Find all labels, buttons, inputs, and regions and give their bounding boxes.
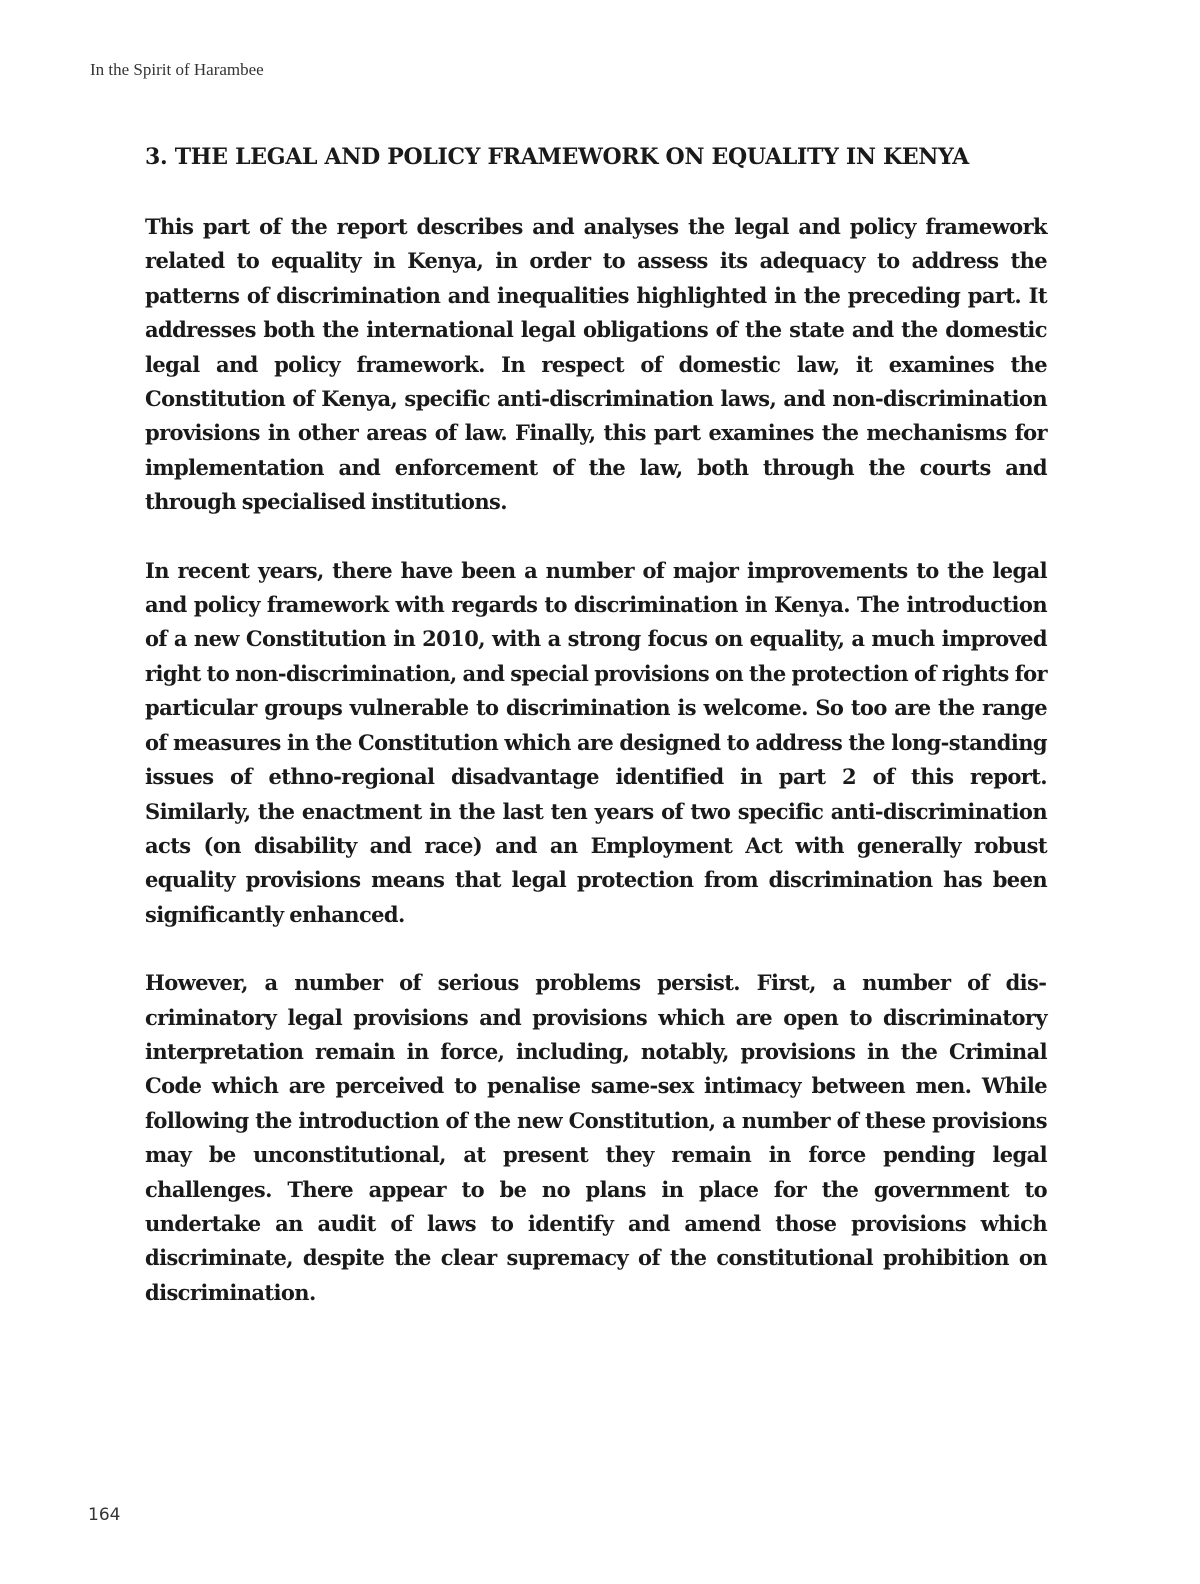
page-number: 164 — [88, 1505, 121, 1525]
main-content — [145, 140, 1047, 1344]
running-header: In the Spirit of Harambee — [90, 60, 264, 79]
section-heading: 3. THE LEGAL AND POLICY FRAMEWORK ON EQUALITY IN KENYA — [145, 144, 969, 170]
paragraph-intro: This part of the report describes and analyses the legal and policy framework related to equality in Kenya, in order to assess its adequacy to address the patterns of discrimination and inequalities highlighted in the preceding part. It addresses both the international legal obligations of the state and the domestic legal and policy framework. In respect of domestic law, it examines the Constitution of Kenya, specific anti-discrimination laws, and non-discrimination provisions in other areas of law. Finally, this part examines the mechanisms for implementation and enforcement of the law, both through the courts and through specialised institutions. — [145, 214, 1047, 515]
paragraph-improvements: In recent years, there have been a number of major improvements to the legal and policy framework with regards to discrimination in Kenya. The introduction of a new Constitution in 2010, with a strong focus on equality, a much improved right to non-discrimination, and special provisions on the protection of rights for particular groups vulnerable to discrimination is welcome. So too are the range of measures in the Constitution which are designed to address the long-standing issues of ethno-regional disadvantage identified in part 2 of this report. Similarly, the enactment in the last ten years of two specific anti-discrimination acts (on disability and race) and an Employment Act with generally robust equality provisions means that legal protection from discrimination has been significantly enhanced. — [145, 557, 1047, 927]
paragraph-problems: However, a number of serious problems persist. First, a number of discriminatory legal provisions and provisions which are open to discriminatory interpretation remain in force, including, notably, provisions in the Criminal Code which are perceived to penalise same-sex intimacy between men. While following the introduction of the new Constitution, a number of these provisions may be unconstitutional, at present they remain in force pending legal challenges. There appear to be no plans in place for the government to undertake an audit of laws to identify and amend those provisions which discriminate, despite the clear supremacy of the constitutional prohibition on discrimination. — [145, 970, 1047, 1305]
